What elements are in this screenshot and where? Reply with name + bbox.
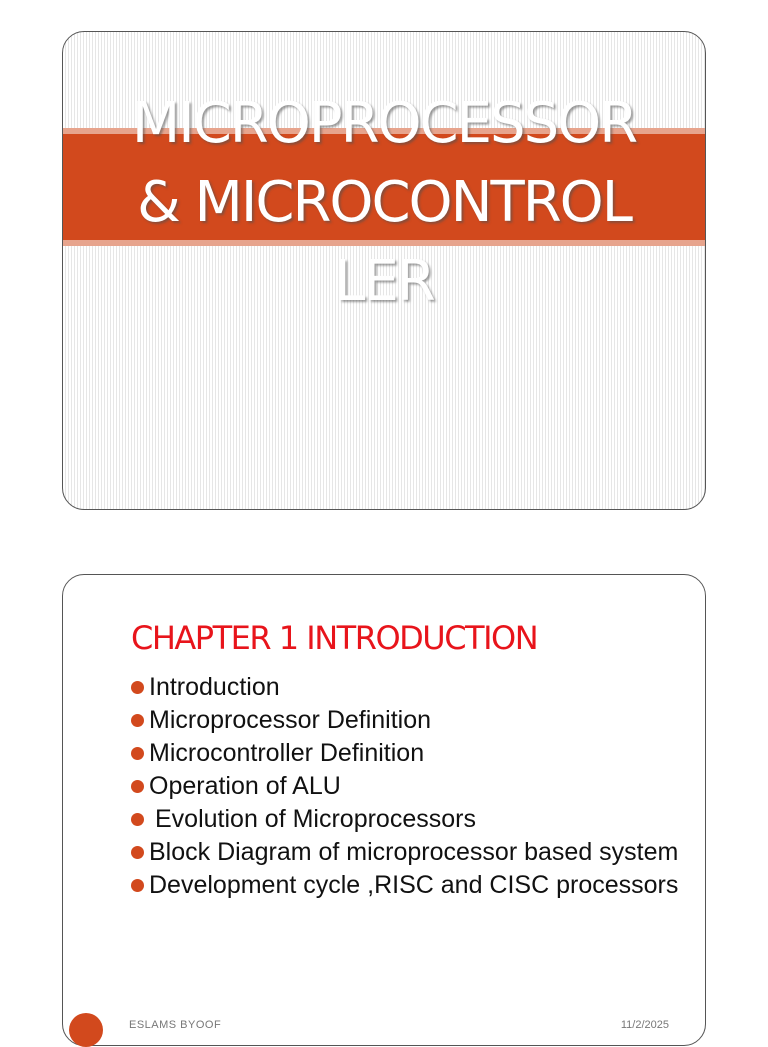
- list-item-text: Operation of ALU: [149, 772, 341, 800]
- list-item: [131, 739, 691, 767]
- footer-date: 11/2/2025: [620, 1019, 669, 1031]
- bullet-dot-icon: [131, 846, 144, 859]
- bullet-list: [131, 673, 691, 904]
- list-item-text: Development cycle ,RISC and CISC processors: [149, 871, 679, 899]
- list-item: [131, 805, 691, 833]
- chapter-slide: [62, 574, 706, 1046]
- list-item: [131, 673, 691, 701]
- slide-title: [63, 84, 705, 321]
- list-item: [131, 838, 691, 866]
- list-item-text: Microprocessor Definition: [149, 706, 432, 734]
- bullet-dot-icon: [131, 714, 144, 727]
- bullet-dot-icon: [131, 879, 144, 892]
- list-item-text: Microcontroller Definition: [149, 739, 425, 767]
- title-line-3: LER: [334, 249, 434, 314]
- title-line-1: MICROPROCESSOR: [131, 91, 637, 156]
- list-item-text: Introduction: [149, 673, 280, 701]
- bullet-dot-icon: [131, 813, 144, 826]
- footer-author: ESLAMS BYOOF: [129, 1019, 222, 1031]
- list-item-text: Block Diagram of microprocessor based system: [149, 838, 679, 866]
- list-item: [131, 871, 691, 899]
- bullet-dot-icon: [131, 780, 144, 793]
- title-line-2: & MICROCONTROL: [137, 170, 631, 235]
- bullet-dot-icon: [131, 681, 144, 694]
- title-slide: [62, 31, 706, 510]
- list-item: [131, 772, 691, 800]
- chapter-heading: CHAPTER 1 INTRODUCTION: [131, 619, 538, 657]
- list-item-text: Evolution of Microprocessors: [155, 805, 476, 833]
- list-item: [131, 706, 691, 734]
- bullet-dot-icon: [131, 747, 144, 760]
- footer-circle-icon: [69, 1013, 103, 1047]
